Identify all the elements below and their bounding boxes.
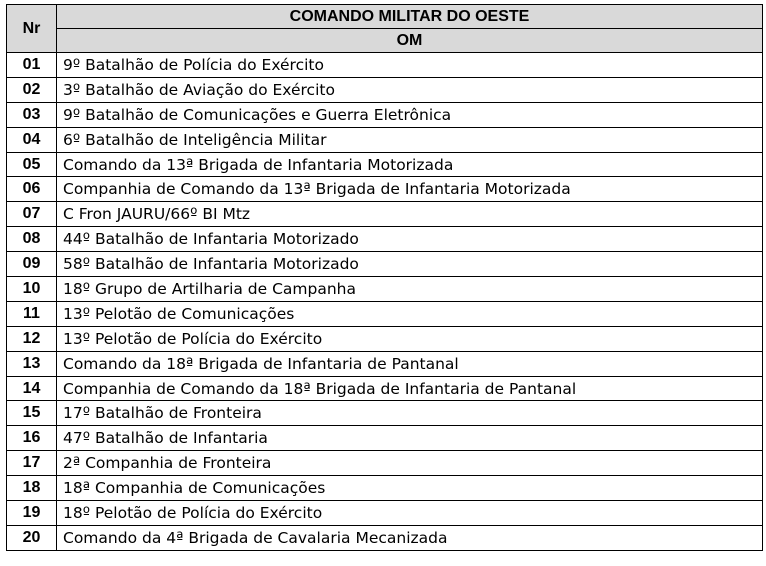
table-row (7, 227, 763, 252)
table-row (7, 77, 763, 102)
table-row (7, 102, 763, 127)
row-number: 12 (7, 326, 57, 351)
table-header (7, 5, 763, 53)
table-row (7, 252, 763, 277)
table-row (7, 525, 763, 550)
row-om-name: 47º Batalhão de Infantaria (57, 426, 763, 451)
row-number: 04 (7, 127, 57, 152)
row-number: 17 (7, 451, 57, 476)
table-row (7, 401, 763, 426)
row-om-name: 17º Batalhão de Fronteira (57, 401, 763, 426)
table-row (7, 326, 763, 351)
table-row (7, 376, 763, 401)
row-number: 15 (7, 401, 57, 426)
row-om-name: Comando da 13ª Brigada de Infantaria Motorizada (57, 152, 763, 177)
row-om-name: 9º Batalhão de Comunicações e Guerra Eletrônica (57, 102, 763, 127)
om-column-header: OM (57, 29, 763, 53)
table-row (7, 351, 763, 376)
row-number: 06 (7, 177, 57, 202)
table-row (7, 426, 763, 451)
row-number: 10 (7, 277, 57, 302)
row-number: 08 (7, 227, 57, 252)
table-row (7, 476, 763, 501)
row-om-name: Companhia de Comando da 18ª Brigada de Infantaria de Pantanal (57, 376, 763, 401)
row-number: 01 (7, 53, 57, 78)
row-number: 13 (7, 351, 57, 376)
row-number: 19 (7, 501, 57, 526)
row-number: 07 (7, 202, 57, 227)
table-row (7, 451, 763, 476)
row-number: 02 (7, 77, 57, 102)
row-om-name: Comando da 18ª Brigada de Infantaria de Pantanal (57, 351, 763, 376)
table-body (7, 53, 763, 551)
table-row (7, 301, 763, 326)
row-om-name: 18º Grupo de Artilharia de Campanha (57, 277, 763, 302)
row-number: 03 (7, 102, 57, 127)
row-number: 11 (7, 301, 57, 326)
row-om-name: 44º Batalhão de Infantaria Motorizado (57, 227, 763, 252)
row-om-name: Companhia de Comando da 13ª Brigada de Infantaria Motorizada (57, 177, 763, 202)
table-row (7, 202, 763, 227)
table-row (7, 152, 763, 177)
row-om-name: 13º Pelotão de Comunicações (57, 301, 763, 326)
table-title: COMANDO MILITAR DO OESTE (57, 5, 763, 29)
row-number: 14 (7, 376, 57, 401)
table-row (7, 501, 763, 526)
row-om-name: Comando da 4ª Brigada de Cavalaria Mecanizada (57, 525, 763, 550)
table-row (7, 277, 763, 302)
table-row (7, 53, 763, 78)
row-om-name: 6º Batalhão de Inteligência Militar (57, 127, 763, 152)
row-number: 05 (7, 152, 57, 177)
row-om-name: 58º Batalhão de Infantaria Motorizado (57, 252, 763, 277)
row-om-name: 3º Batalhão de Aviação do Exército (57, 77, 763, 102)
row-number: 09 (7, 252, 57, 277)
row-om-name: 18º Pelotão de Polícia do Exército (57, 501, 763, 526)
row-om-name: 13º Pelotão de Polícia do Exército (57, 326, 763, 351)
table-row (7, 177, 763, 202)
row-om-name: C Fron JAURU/66º BI Mtz (57, 202, 763, 227)
row-number: 16 (7, 426, 57, 451)
table-row (7, 127, 763, 152)
nr-column-header: Nr (7, 5, 57, 53)
row-number: 18 (7, 476, 57, 501)
om-table (6, 4, 763, 551)
row-om-name: 9º Batalhão de Polícia do Exército (57, 53, 763, 78)
row-om-name: 18ª Companhia de Comunicações (57, 476, 763, 501)
row-number: 20 (7, 525, 57, 550)
row-om-name: 2ª Companhia de Fronteira (57, 451, 763, 476)
